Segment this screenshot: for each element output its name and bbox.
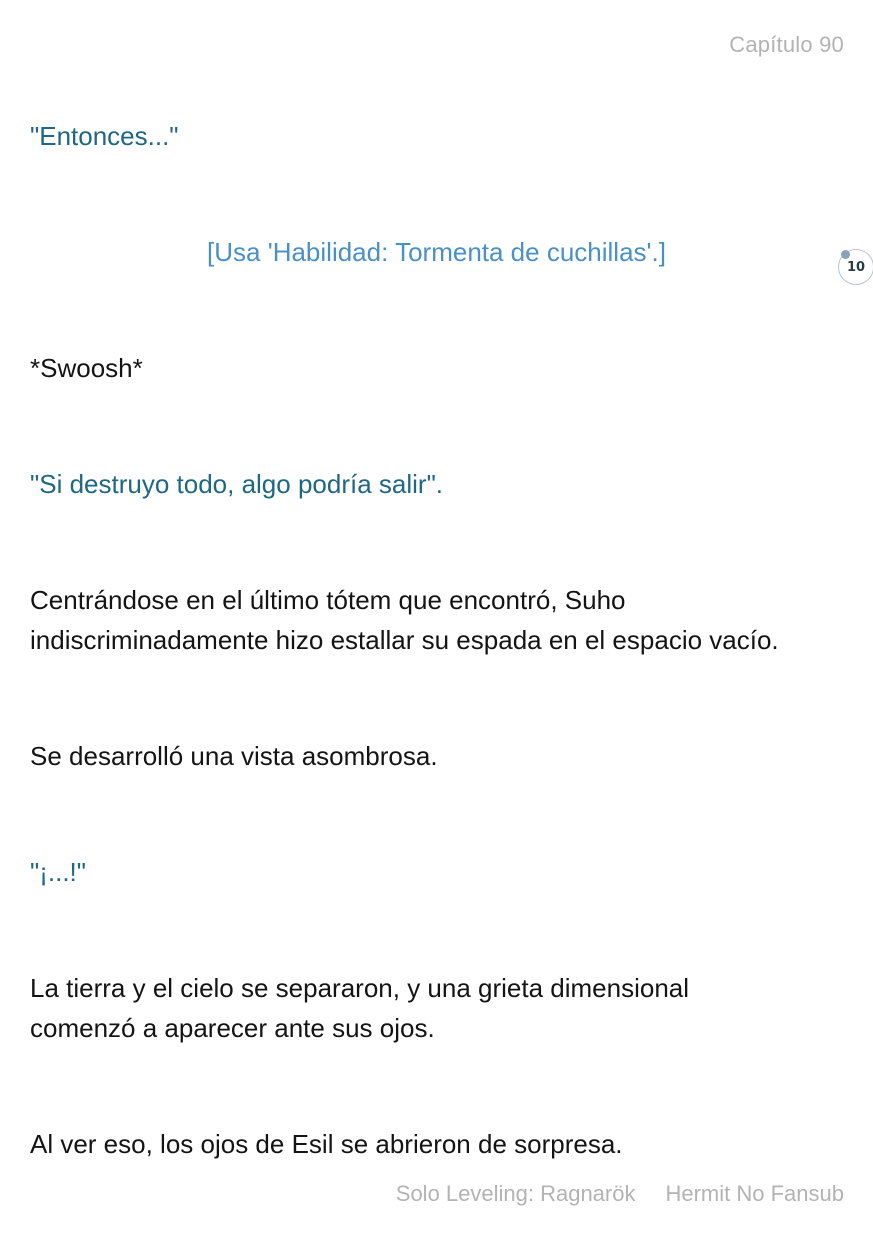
paragraph-line: comenzó a aparecer ante sus ojos. <box>30 1013 435 1043</box>
translator-credit: Hermit No Fansub <box>665 1181 844 1206</box>
footer-credits <box>396 1181 844 1207</box>
page-number-badge[interactable] <box>838 249 873 285</box>
novel-title: Solo Leveling: Ragnarök <box>395 1181 636 1206</box>
sound-effect-line: *Swoosh* <box>30 353 143 383</box>
paragraph-line: indiscriminadamente hizo estallar su espada en el espacio vacío. <box>30 625 779 655</box>
paragraph-line: La tierra y el cielo se separaron, y una grieta dimensional <box>30 973 690 1003</box>
chapter-title: Capítulo 90 <box>729 32 844 57</box>
system-message: [Usa 'Habilidad: Tormenta de cuchillas'.] <box>207 237 666 267</box>
dialogue-line: "Entonces..." <box>30 121 179 151</box>
narration-paragraph <box>30 580 779 660</box>
narration-paragraph <box>30 968 689 1048</box>
dialogue-line: "Si destruyo todo, algo podría salir". <box>30 469 444 499</box>
progress-dot-icon <box>841 250 850 259</box>
narration-line: Al ver eso, los ojos de Esil se abrieron de sorpresa. <box>30 1129 623 1159</box>
paragraph-line: Centrándose en el último tótem que encontró, Suho <box>30 585 626 615</box>
narration-line: Se desarrolló una vista asombrosa. <box>30 741 438 771</box>
dialogue-line: "¡...!" <box>30 857 87 887</box>
page-number: 10 <box>846 260 866 275</box>
